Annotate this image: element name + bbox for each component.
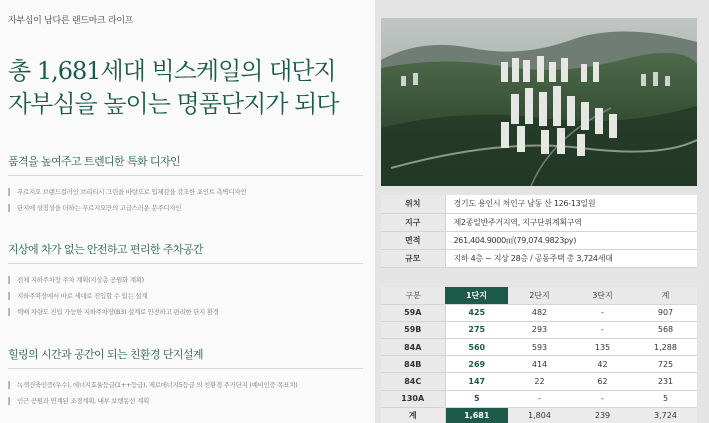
table-row [381, 195, 697, 213]
list-item: 푸르지오 브랜드컬러인 브리티시 그린을 바탕으로 입체감을 강조한 포인트 측벽디자인 [8, 184, 363, 200]
table-cell: 22 [508, 373, 571, 390]
table-cell: - [571, 304, 634, 321]
info-label: 위치 [381, 195, 445, 213]
table-total-row [381, 407, 697, 423]
table-cell: - [508, 390, 571, 407]
section-title: 힐링의 시간과 공간이 되는 친환경 단지설계 [8, 346, 363, 369]
bullet-list [8, 184, 363, 216]
table-cell: 5 [634, 390, 697, 407]
row-label: 84C [381, 373, 445, 390]
table-cell: 3,724 [634, 407, 697, 423]
section-title: 지상에 차가 없는 안전하고 편리한 주차공간 [8, 241, 363, 264]
table-cell-highlight: 147 [445, 373, 508, 390]
aerial-photo [381, 18, 697, 186]
table-row [381, 356, 697, 373]
headline-line-2: 자부심을 높이는 명품단지가 되다 [8, 90, 339, 118]
table-cell: 62 [571, 373, 634, 390]
row-label: 84B [381, 356, 445, 373]
table-row [381, 339, 697, 356]
table-cell: 239 [571, 407, 634, 423]
table-cell-highlight: 5 [445, 390, 508, 407]
table-row [381, 321, 697, 338]
headline-line-1: 총 1,681세대 빅스케일의 대단지 [8, 57, 336, 85]
unit-count-table [381, 287, 697, 423]
table-cell: 231 [634, 373, 697, 390]
list-item: 단지에 상징성을 더하는 푸르지오만의 고급스러운 문주디자인 [8, 200, 363, 216]
bullet-list [8, 377, 363, 409]
table-cell-highlight: 560 [445, 339, 508, 356]
column-header: 3단지 [571, 287, 634, 304]
info-label: 지구 [381, 213, 445, 231]
table-cell: 42 [571, 356, 634, 373]
table-cell-highlight: 1,681 [445, 407, 508, 423]
table-cell-highlight: 269 [445, 356, 508, 373]
table-row [381, 249, 697, 267]
table-cell: 907 [634, 304, 697, 321]
overview-panel [381, 18, 697, 423]
table-cell: - [571, 321, 634, 338]
section-title: 품격을 높여주고 트렌디한 특화 디자인 [8, 153, 363, 176]
bullet-list [8, 272, 363, 320]
table-cell: 482 [508, 304, 571, 321]
section-parking [8, 241, 363, 320]
info-value: 261,404.9000㎡(79,074.9823py) [445, 231, 697, 249]
column-header: 2단지 [508, 287, 571, 304]
info-value: 경기도 용인시 처인구 남동 산 126-13일원 [445, 195, 697, 213]
row-label: 계 [381, 407, 445, 423]
table-cell: 135 [571, 339, 634, 356]
table-row [381, 231, 697, 249]
table-cell: - [571, 390, 634, 407]
table-cell: 725 [634, 356, 697, 373]
list-item: 인근 공원과 연계된 조경계획, 내부 보행동선 계획 [8, 393, 363, 409]
info-value: 지하 4층 ~ 지상 28층 / 공동주택 총 3,724세대 [445, 249, 697, 267]
row-label: 130A [381, 390, 445, 407]
table-cell-highlight: 425 [445, 304, 508, 321]
row-label: 59A [381, 304, 445, 321]
list-item: 전체 지하주차장 주차 계획(지상층 공원화 계획) [8, 272, 363, 288]
list-item: 택배 차량도 진입 가능한 지하주차장(B3) 설계로 안전하고 편리한 단지 환경 [8, 304, 363, 320]
section-eco [8, 346, 363, 409]
tagline: 자부심이 남다른 랜드마크 라이프 [8, 16, 134, 26]
site-info-table [381, 195, 697, 268]
table-row [381, 373, 697, 390]
table-cell-highlight: 275 [445, 321, 508, 338]
table-row [381, 390, 697, 407]
column-header-highlight: 1단지 [445, 287, 508, 304]
row-label: 59B [381, 321, 445, 338]
table-cell: 568 [634, 321, 697, 338]
section-design [8, 153, 363, 216]
table-row [381, 213, 697, 231]
info-value: 제2종일반주거지역, 지구단위계획구역 [445, 213, 697, 231]
table-row [381, 304, 697, 321]
row-label: 84A [381, 339, 445, 356]
list-item: 지하주차장에서 바로 세대로 진입할 수 있는 설계 [8, 288, 363, 304]
table-cell: 293 [508, 321, 571, 338]
table-cell: 414 [508, 356, 571, 373]
column-header: 구분 [381, 287, 445, 304]
table-cell: 1,804 [508, 407, 571, 423]
headline [8, 55, 338, 121]
column-header: 계 [634, 287, 697, 304]
table-cell: 1,288 [634, 339, 697, 356]
table-header-row [381, 287, 697, 304]
list-item: 녹색건축인증(우수), 에너지효율등급(1++등급), 제로에너지5등급 의 친환경 주거단지 (예비인증 목표치) [8, 377, 363, 393]
table-cell: 593 [508, 339, 571, 356]
info-label: 규모 [381, 249, 445, 267]
info-label: 면적 [381, 231, 445, 249]
